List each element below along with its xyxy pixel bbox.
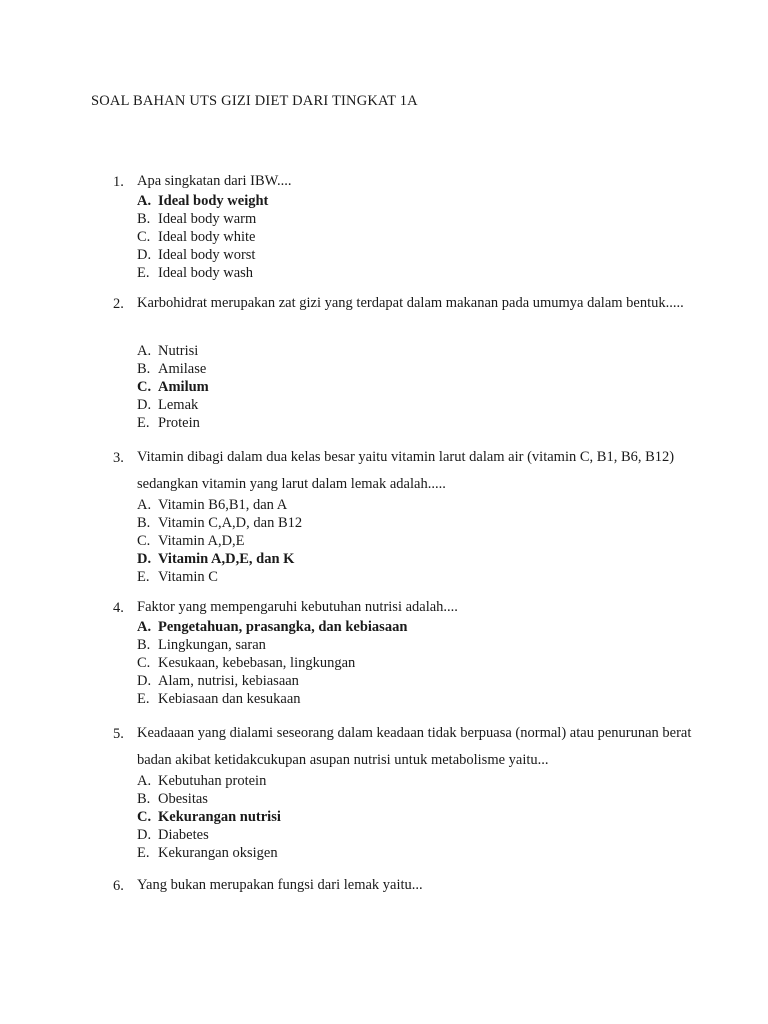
option-letter: D. <box>137 550 152 567</box>
option-text: Kebiasaan dan kesukaan <box>158 690 301 707</box>
question-number: 1. <box>113 174 124 190</box>
answer-option <box>137 211 256 228</box>
option-letter: C. <box>137 654 151 671</box>
option-text: Lemak <box>158 396 199 413</box>
answer-option <box>137 845 278 862</box>
option-text: Diabetes <box>158 826 209 843</box>
answer-option <box>137 265 253 282</box>
option-text: Obesitas <box>158 790 208 807</box>
option-letter: C. <box>137 228 151 245</box>
answer-option <box>137 415 200 432</box>
option-text: Nutrisi <box>158 343 199 359</box>
answer-option <box>137 515 302 532</box>
option-letter: D. <box>137 396 152 413</box>
option-letter: E. <box>137 264 150 281</box>
answer-option <box>137 361 206 378</box>
option-letter: A. <box>137 497 152 513</box>
option-letter: A. <box>137 193 152 209</box>
answer-option <box>137 397 198 414</box>
answer-option <box>137 655 355 672</box>
option-letter: B. <box>137 514 151 531</box>
option-letter: A. <box>137 773 152 789</box>
option-text: Vitamin C,A,D, dan B12 <box>158 514 303 531</box>
option-text: Alam, nutrisi, kebiasaan <box>158 672 299 689</box>
answer-option <box>137 691 301 708</box>
option-letter: C. <box>137 532 151 549</box>
option-text: Kesukaan, kebebasan, lingkungan <box>158 654 356 671</box>
answer-option-correct <box>137 809 281 826</box>
option-letter: D. <box>137 826 152 843</box>
question-stem: Karbohidrat merupakan zat gizi yang terdapat dalam makanan pada umumya dalam bentuk..... <box>137 295 684 311</box>
answer-option <box>137 773 266 790</box>
option-text: Ideal body wash <box>158 264 254 281</box>
option-letter: C. <box>137 808 152 825</box>
option-letter: B. <box>137 790 151 807</box>
answer-option-correct <box>137 551 294 568</box>
answer-option-correct <box>137 379 209 396</box>
question-stem: Yang bukan merupakan fungsi dari lemak yaitu... <box>137 877 423 893</box>
answer-option <box>137 827 209 844</box>
option-text: Amilum <box>158 378 209 395</box>
answer-option <box>137 533 245 550</box>
option-text: Kekurangan nutrisi <box>158 808 281 825</box>
answer-option <box>137 247 255 264</box>
option-text: Vitamin B6,B1, dan A <box>158 497 288 513</box>
option-text: Vitamin A,D,E <box>158 532 245 549</box>
answer-option <box>137 343 198 360</box>
question-number: 3. <box>113 450 124 466</box>
option-text: Ideal body worst <box>158 246 256 263</box>
question-number: 5. <box>113 726 124 742</box>
answer-option <box>137 569 218 586</box>
option-letter: B. <box>137 636 151 653</box>
option-letter: B. <box>137 210 151 227</box>
option-text: Lingkungan, saran <box>158 636 266 653</box>
answer-option <box>137 497 287 514</box>
option-text: Ideal body white <box>158 228 256 245</box>
option-text: Vitamin A,D,E, dan K <box>158 550 295 567</box>
answer-option <box>137 637 266 654</box>
question-stem: Vitamin dibagi dalam dua kelas besar yaitu vitamin larut dalam air (vitamin C, B1, B6, B12) sedangkan vitamin yang larut dalam lemak adalah..... <box>137 449 675 492</box>
option-letter: A. <box>137 619 152 635</box>
option-text: Kekurangan oksigen <box>158 844 278 861</box>
option-letter: E. <box>137 414 150 431</box>
option-text: Pengetahuan, prasangka, dan kebiasaan <box>158 619 408 635</box>
option-letter: E. <box>137 844 150 861</box>
question-stem: Apa singkatan dari IBW.... <box>137 173 292 189</box>
question-number: 4. <box>113 600 124 616</box>
question-number: 2. <box>113 296 124 312</box>
option-text: Amilase <box>158 360 207 377</box>
document-title: SOAL BAHAN UTS GIZI DIET DARI TINGKAT 1A <box>91 93 418 109</box>
option-text: Kebutuhan protein <box>158 773 267 789</box>
option-letter: D. <box>137 672 152 689</box>
answer-option <box>137 673 299 690</box>
option-text: Vitamin C <box>158 568 218 585</box>
question-stem: Faktor yang mempengaruhi kebutuhan nutrisi adalah.... <box>137 599 458 615</box>
option-letter: D. <box>137 246 152 263</box>
question-stem: Keadaaan yang dialami seseorang dalam keadaan tidak berpuasa (normal) atau penurunan berat badan akibat ketidakcukupan asupan nutrisi untuk metabolisme yaitu... <box>137 725 692 768</box>
option-letter: C. <box>137 378 152 395</box>
option-letter: E. <box>137 568 150 585</box>
option-letter: E. <box>137 690 150 707</box>
option-text: Ideal body weight <box>158 193 269 209</box>
option-letter: A. <box>137 343 152 359</box>
answer-option <box>137 229 255 246</box>
question-number: 6. <box>113 878 124 894</box>
option-text: Protein <box>158 414 200 431</box>
answer-option <box>137 791 208 808</box>
option-text: Ideal body warm <box>158 210 257 227</box>
answer-option-correct <box>137 619 407 636</box>
answer-option-correct <box>137 193 268 210</box>
option-letter: B. <box>137 360 151 377</box>
